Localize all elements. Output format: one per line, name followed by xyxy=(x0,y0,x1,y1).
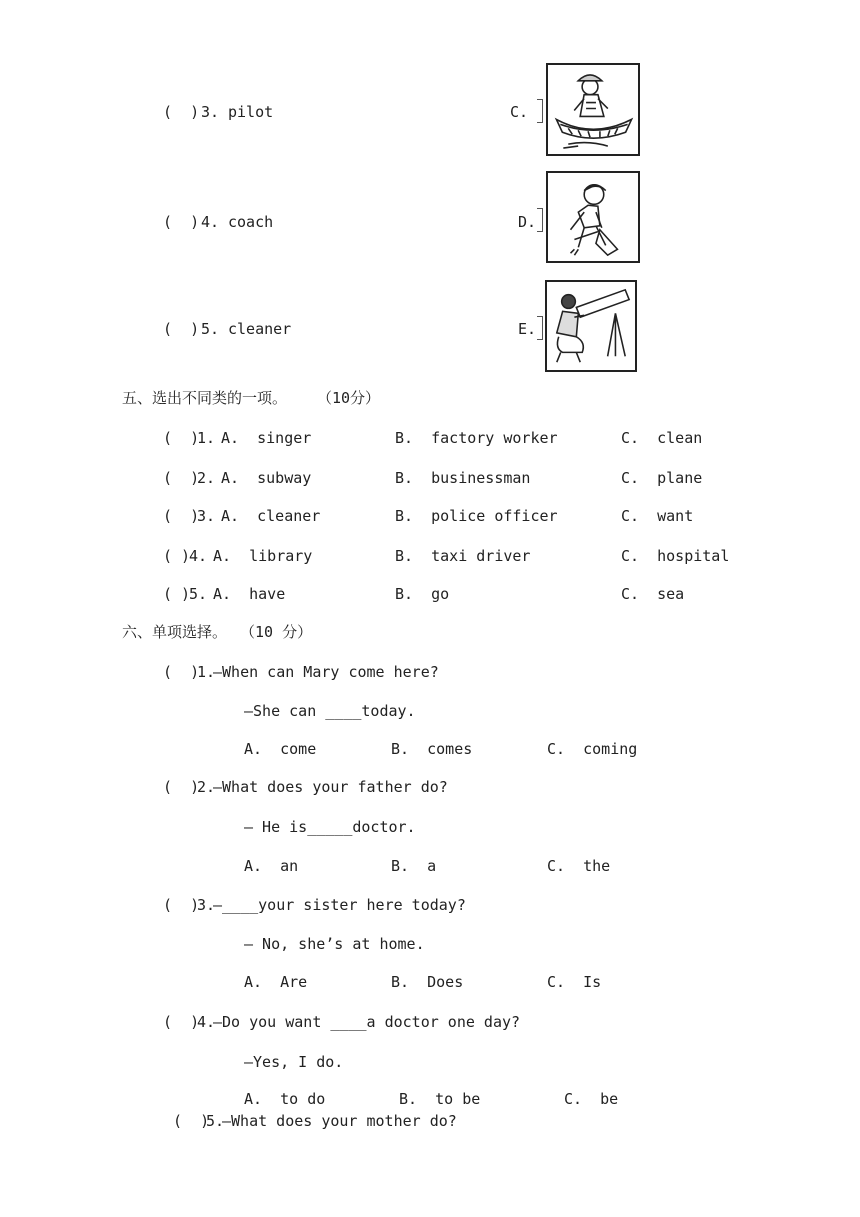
question-number: 2. xyxy=(197,469,216,487)
question-number: 3. xyxy=(197,507,216,525)
answer-bracket[interactable]: ( ) xyxy=(163,896,200,914)
option-b: B. factory worker xyxy=(395,429,558,447)
question-text: —When can Mary come here? xyxy=(213,663,439,681)
answer-bracket[interactable]: ( ) xyxy=(163,1013,200,1031)
boy-mopping-icon xyxy=(546,171,640,263)
question-number: 5. xyxy=(206,1112,225,1130)
option-c: C. clean xyxy=(621,429,703,447)
answer-bracket[interactable]: ( ) xyxy=(163,320,200,338)
section-points: （10 分） xyxy=(240,623,313,641)
answer-text: — He is_____doctor. xyxy=(244,818,416,836)
option-a: A. have xyxy=(213,585,286,603)
answer-bracket[interactable]: ( ) xyxy=(163,585,191,603)
question-number: 1. xyxy=(197,663,216,681)
question-text: —Do you want ____a doctor one day? xyxy=(213,1013,521,1031)
answer-text: —She can ____today. xyxy=(244,702,416,720)
man-in-boat-icon xyxy=(546,63,640,156)
item-word: cleaner xyxy=(228,320,292,338)
option-c: C. be xyxy=(564,1090,619,1108)
item-number: 4. xyxy=(201,213,220,231)
option-b: B. to be xyxy=(399,1090,481,1108)
section-title: 五、选出不同类的一项。 xyxy=(122,389,288,407)
image-bracket xyxy=(537,316,543,340)
question-text: —What does your father do? xyxy=(213,778,448,796)
answer-bracket[interactable]: ( ) xyxy=(173,1112,210,1130)
option-letter: D. xyxy=(518,213,537,231)
option-b: B. comes xyxy=(391,740,473,758)
answer-text: — No, she’s at home. xyxy=(244,935,425,953)
option-a: A. library xyxy=(213,547,313,565)
answer-bracket[interactable]: ( ) xyxy=(163,429,200,447)
question-text: —____your sister here today? xyxy=(213,896,466,914)
option-a: A. come xyxy=(244,740,317,758)
option-letter: C. xyxy=(510,103,529,121)
option-b: B. go xyxy=(395,585,450,603)
option-c: C. want xyxy=(621,507,694,525)
option-b: B. Does xyxy=(391,973,464,991)
question-number: 5. xyxy=(189,585,208,603)
answer-bracket[interactable]: ( ) xyxy=(163,507,200,525)
option-a: A. subway xyxy=(221,469,312,487)
option-a: A. an xyxy=(244,857,299,875)
option-a: A. singer xyxy=(221,429,312,447)
option-a: A. cleaner xyxy=(221,507,321,525)
question-number: 1. xyxy=(197,429,216,447)
option-b: B. a xyxy=(391,857,437,875)
person-telescope-icon xyxy=(545,280,637,372)
section-points: （10分） xyxy=(317,389,381,407)
option-c: C. hospital xyxy=(621,547,730,565)
option-a: A. Are xyxy=(244,973,308,991)
option-c: C. the xyxy=(547,857,611,875)
item-number: 3. xyxy=(201,103,220,121)
option-c: C. plane xyxy=(621,469,703,487)
item-number: 5. xyxy=(201,320,220,338)
option-c: C. coming xyxy=(547,740,638,758)
item-word: coach xyxy=(228,213,274,231)
answer-text: —Yes, I do. xyxy=(244,1053,344,1071)
option-b: B. police officer xyxy=(395,507,558,525)
answer-bracket[interactable]: ( ) xyxy=(163,469,200,487)
answer-bracket[interactable]: ( ) xyxy=(163,663,200,681)
answer-bracket[interactable]: ( ) xyxy=(163,547,191,565)
question-number: 4. xyxy=(197,1013,216,1031)
answer-bracket[interactable]: ( ) xyxy=(163,778,200,796)
option-c: C. Is xyxy=(547,973,602,991)
option-a: A. to do xyxy=(244,1090,326,1108)
answer-bracket[interactable]: ( ) xyxy=(163,103,200,121)
question-number: 3. xyxy=(197,896,216,914)
item-word: pilot xyxy=(228,103,274,121)
answer-bracket[interactable]: ( ) xyxy=(163,213,200,231)
question-number: 2. xyxy=(197,778,216,796)
question-number: 4. xyxy=(189,547,208,565)
option-b: B. businessman xyxy=(395,469,531,487)
section-title: 六、单项选择。 xyxy=(122,623,228,641)
option-letter: E. xyxy=(518,320,537,338)
image-bracket xyxy=(537,99,543,123)
option-b: B. taxi driver xyxy=(395,547,531,565)
image-bracket xyxy=(537,208,543,232)
question-text: —What does your mother do? xyxy=(222,1112,457,1130)
option-c: C. sea xyxy=(621,585,685,603)
